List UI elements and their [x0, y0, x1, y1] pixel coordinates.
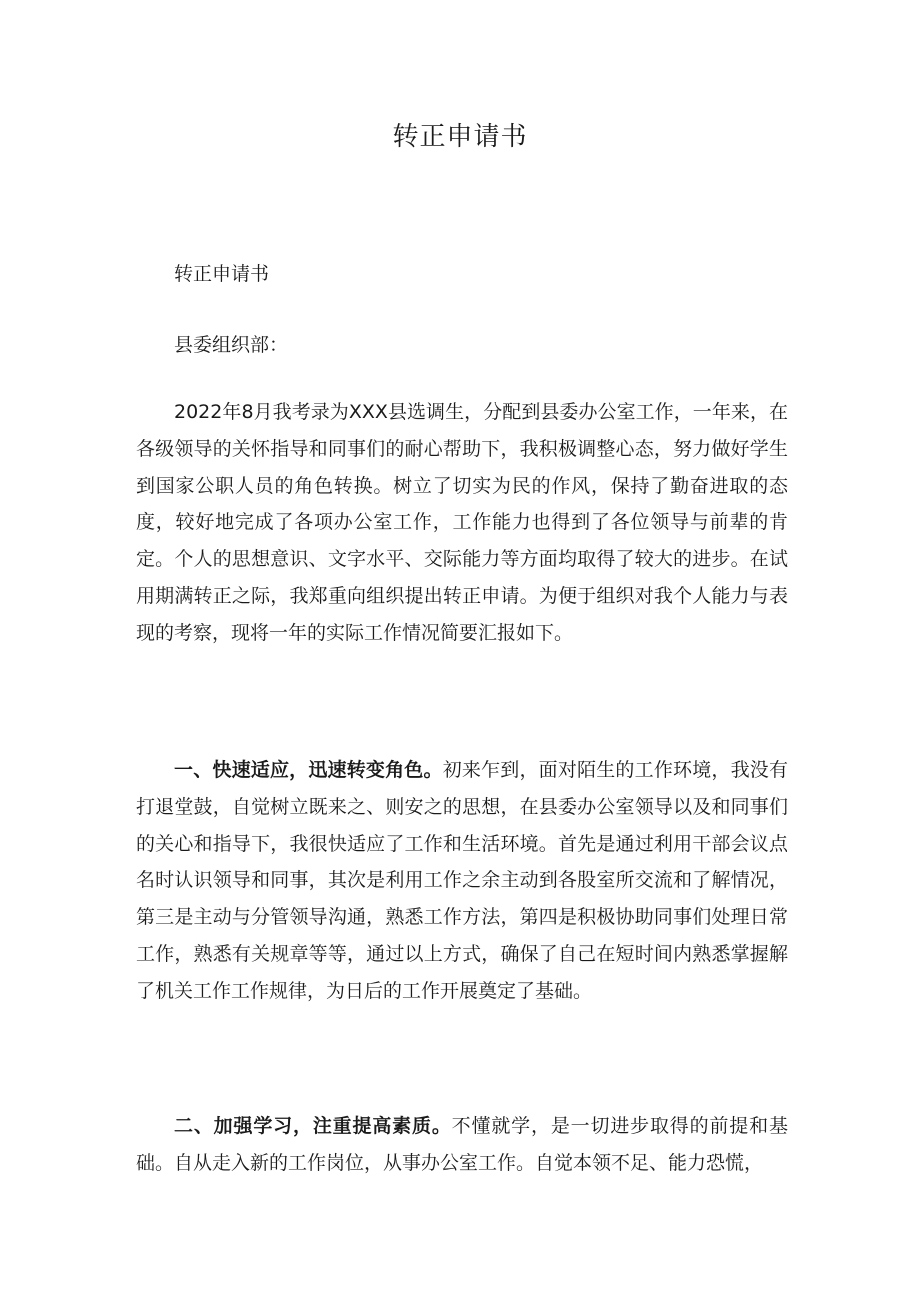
section-paragraph-2: [136, 1108, 788, 1182]
document-subtitle: 转正申请书: [174, 263, 270, 285]
document-title: 转正申请书: [392, 122, 528, 152]
section-paragraph-1: [136, 752, 788, 1010]
section-heading-2: 二、加强学习，注重提高素质。: [174, 1115, 452, 1137]
salutation: 县委组织部：: [174, 334, 289, 356]
section-body-1: 初来乍到，面对陌生的工作环境，我没有打退堂鼓，自觉树立既来之、则安之的思想，在县委办公室领导以及和同事们的关心和指导下，我很快适应了工作和生活环境。首先是通过利用干部会议点名时认识领导和同事，其次是利用工作之余主动到各股室所交流和了解情况，第三是主动与分管领导沟通，熟悉工作方法，第四是积极协助同事们处理日常工作，熟悉有关规章等等，通过以上方式，确保了自己在短时间内熟悉掌握解了机关工作工作规律，为日后的工作开展奠定了基础。: [136, 759, 788, 1002]
section-body-2: 不懂就学，是一切进步取得的前提和基础。自从走入新的工作岗位，从事办公室工作。自觉本领不足、能力恐慌，: [136, 1115, 788, 1174]
section-heading-1: 一、快速适应，迅速转变角色。: [174, 759, 443, 781]
intro-paragraph: 2022年8月我考录为XXX县选调生，分配到县委办公室工作，一年来，在各级领导的关怀指导和同事们的耐心帮助下，我积极调整心态，努力做好学生到国家公职人员的角色转换。树立了切实为民的作风，保持了勤奋进取的态度，较好地完成了各项办公室工作，工作能力也得到了各位领导与前辈的肯定。个人的思想意识、文字水平、交际能力等方面均取得了较大的进步。在试用期满转正之际，我郑重向组织提出转正申请。为便于组织对我个人能力与表现的考察，现将一年的实际工作情况简要汇报如下。: [136, 401, 788, 644]
